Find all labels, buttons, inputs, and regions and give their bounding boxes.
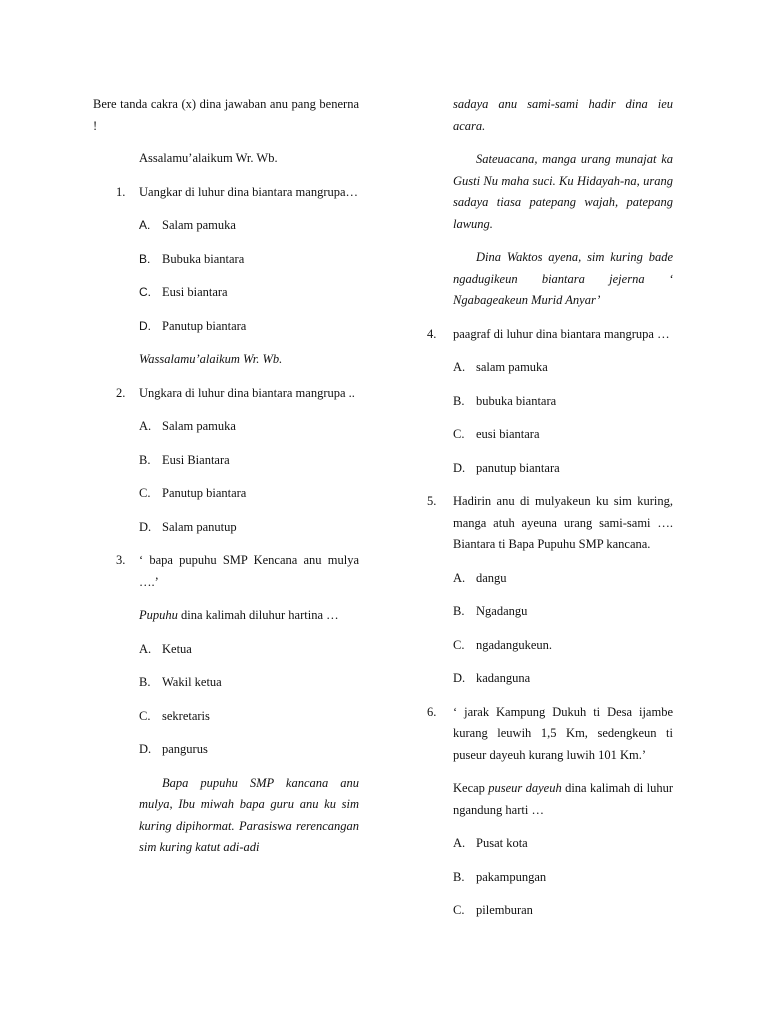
question-number: 4. [427,326,437,341]
option-letter: B. [453,393,465,408]
option-text: Panutup biantara [162,486,247,500]
option-text: Bubuka biantara [162,251,245,266]
option-a [139,639,359,661]
option-text: Wakil ketua [162,675,222,689]
option-text: sekretaris [162,708,210,723]
closing-greeting: Wassalamu’alaikum Wr. Wb. [139,352,283,366]
option-letter: D. [139,318,151,333]
option-text: Salam pamuka [162,419,236,433]
option-b [453,867,673,889]
question-6-options [453,778,673,922]
option-c [453,424,673,446]
question-text: Hadirin anu di mulyakeun ku sim kuring, manga atuh ayeuna urang sami-sami …. Biantara ti Bapa Pupuhu SMP kancana. [453,494,673,551]
option-letter: A. [453,360,466,374]
question-text: ‘ bapa pupuhu SMP Kencana anu mulya ….’ [139,553,359,589]
option-b [139,672,359,694]
question-3-subquestion [139,605,359,627]
option-letter: C. [453,637,465,652]
speech-continuation-block [453,94,673,312]
question-4-options [453,357,673,479]
option-a [139,215,359,237]
option-text: eusi biantara [476,427,540,441]
option-letter: A. [139,218,151,232]
option-a [453,357,673,379]
option-letter: C. [453,903,465,917]
instruction: Bere tanda cakra (x) dina jawaban anu pang benerna ! [93,97,359,133]
question-number: 6. [427,704,437,719]
option-text: Pusat kota [476,836,528,850]
option-letter: C. [139,486,151,500]
option-text: bubuka biantara [476,393,557,408]
option-text: Ngadangu [476,604,528,618]
subquestion-text: dina kalimah diluhur hartina … [177,608,339,622]
option-text: pilemburan [476,903,533,917]
option-letter: B. [453,604,465,618]
question-text: ‘ jarak Kampung Dukuh ti Desa ijambe kurang leuwih 1,5 Km, sedengkeun ti puseur dayeuh kurang luwih 101 Km.’ [453,704,673,762]
option-c [453,635,673,657]
question-number: 3. [116,553,126,567]
option-d [139,739,359,761]
question-2-options [139,416,359,538]
speech-paragraph-3: Dina Waktos ayena, sim kuring bade ngadugikeun biantara jejerna ‘ Ngabageakeun Murid Anyar’ [453,250,673,307]
left-column [93,94,359,859]
option-c [453,900,673,922]
option-d [453,668,673,690]
option-text: panutup biantara [476,460,560,475]
option-letter: D. [453,671,466,685]
option-letter: C. [453,427,465,441]
question-number: 2. [116,385,126,400]
question-5 [427,491,673,556]
option-a [139,416,359,438]
question-text: Uangkar di luhur dina biantara mangrupa… [139,184,359,199]
option-text: salam pamuka [476,360,548,374]
option-letter: A. [139,641,152,656]
question-1-options [139,215,359,371]
option-letter: C. [139,708,151,723]
question-3 [93,550,359,593]
emphasized-word: Pupuhu [139,608,178,622]
question-5-options [453,568,673,690]
question-6-subquestion [453,778,673,821]
greeting: Assalamu’alaikum Wr. Wb. [139,151,278,165]
option-letter: D. [139,519,152,534]
speech-paragraph-1-end: sadaya anu sami-sami hadir dina ieu acara. [453,97,673,133]
option-letter: D. [139,742,152,756]
option-c [139,282,359,304]
option-b [139,450,359,472]
question-4 [427,324,673,346]
question-number: 1. [116,184,126,199]
option-letter: C. [139,285,151,299]
question-1 [93,182,359,204]
option-a [453,568,673,590]
option-text: Salam panutup [162,519,237,534]
question-2 [93,383,359,405]
option-text: Eusi Biantara [162,452,230,467]
option-text: ngadangukeun. [476,637,553,652]
option-c [139,706,359,728]
option-letter: A. [139,419,152,433]
option-text: kadanguna [476,671,531,685]
option-a [453,833,673,855]
option-text: Salam pamuka [162,218,236,232]
question-number: 5. [427,494,437,508]
option-b [139,249,359,271]
option-letter: B. [139,452,151,467]
question-6 [427,702,673,767]
speech-paragraph-1: Bapa pupuhu SMP kancana anu mulya, Ibu miwah bapa guru anu ku sim kuring dipihormat. Parasiswa rerencangan sim kuring katut adi-adi [139,775,359,854]
option-d [453,458,673,480]
option-text: Ketua [162,641,192,656]
option-letter: B. [453,869,465,884]
option-letter: B. [139,675,151,689]
option-c [139,483,359,505]
speech-paragraph-2: Sateuacana, manga urang munajat ka Gusti Nu maha suci. Ku Hidayah-na, urang sadaya tiasa patepang wajah, patepang lawung. [453,152,673,231]
right-column [427,94,673,934]
subquestion-prefix: Kecap [453,781,489,795]
option-text: pakampungan [476,869,547,884]
question-text: paagraf di luhur dina biantara mangrupa … [453,326,670,341]
option-b [453,391,673,413]
option-letter: B. [139,251,151,266]
option-letter: D. [453,460,466,475]
option-letter: A. [453,836,466,850]
option-text: Eusi biantara [162,285,228,299]
option-d [139,316,359,338]
question-text: Ungkara di luhur dina biantara mangrupa .. [139,385,355,400]
option-text: Panutup biantara [162,318,247,333]
option-letter: A. [453,570,466,585]
emphasized-word: puseur dayeuh [488,781,562,795]
option-text: dangu [476,570,507,585]
option-text: pangurus [162,742,208,756]
subquestion-text: dina kalimah di luhur ngandung harti … [453,781,673,817]
option-d [139,517,359,539]
option-b [453,601,673,623]
question-3-options [139,605,359,859]
